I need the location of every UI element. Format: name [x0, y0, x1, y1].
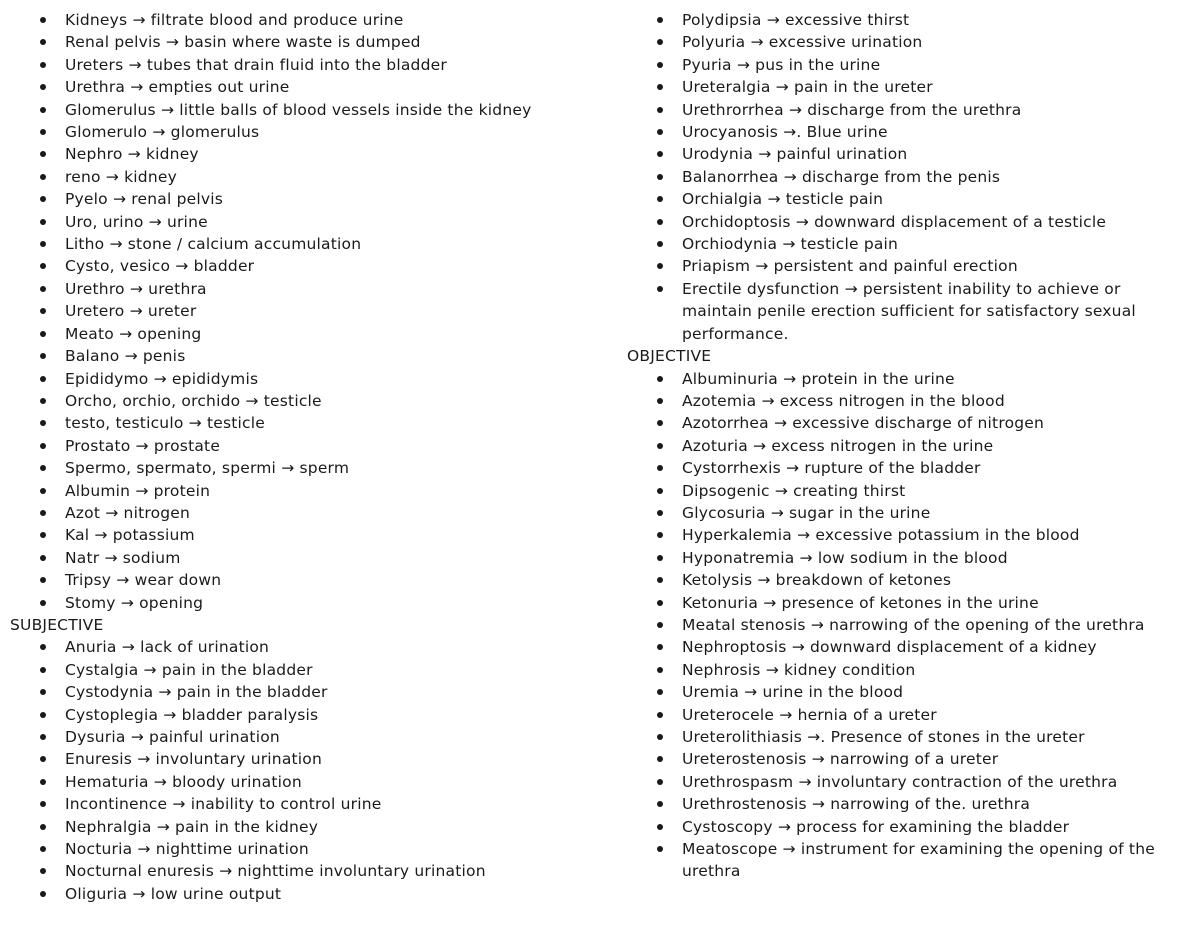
list-item: Erectile dysfunction → persistent inability to achieve or maintain penile erection sufficient for satisfactory sexual performance. [627, 278, 1192, 345]
list-item: Balanorrhea → discharge from the penis [627, 166, 1192, 188]
list-item: Glycosuria → sugar in the urine [627, 502, 1192, 524]
list-item: Epididymo → epididymis [10, 368, 600, 390]
list-item: Ureters → tubes that drain fluid into the bladder [10, 54, 600, 76]
list-item: Hyperkalemia → excessive potassium in the blood [627, 524, 1192, 546]
list-item: Ureteralgia → pain in the ureter [627, 76, 1192, 98]
right-column [627, 9, 1192, 883]
left-column [10, 9, 600, 905]
list-item: Cysto, vesico → bladder [10, 255, 600, 277]
list-item: Hyponatremia → low sodium in the blood [627, 547, 1192, 569]
list-item: Kidneys → filtrate blood and produce urine [10, 9, 600, 31]
list-item: Azotemia → excess nitrogen in the blood [627, 390, 1192, 412]
list-item: Litho → stone / calcium accumulation [10, 233, 600, 255]
list-item: Meatoscope → instrument for examining the opening of the urethra [627, 838, 1192, 883]
list-item: Stomy → opening [10, 592, 600, 614]
list-item: reno → kidney [10, 166, 600, 188]
list-item: Prostato → prostate [10, 435, 600, 457]
list-item: Uremia → urine in the blood [627, 681, 1192, 703]
list-item: Ureterocele → hernia of a ureter [627, 704, 1192, 726]
list-item: Orchidoptosis → downward displacement of a testicle [627, 211, 1192, 233]
list-item: Orcho, orchio, orchido → testicle [10, 390, 600, 412]
list-item: Nephroptosis → downward displacement of a kidney [627, 636, 1192, 658]
list-item: Nephro → kidney [10, 143, 600, 165]
list-item: Polydipsia → excessive thirst [627, 9, 1192, 31]
list-item: Pyuria → pus in the urine [627, 54, 1192, 76]
objective-heading: OBJECTIVE [627, 347, 712, 366]
list-item: Meatal stenosis → narrowing of the opening of the urethra [627, 614, 1192, 636]
list-item: Incontinence → inability to control urine [10, 793, 600, 815]
list-item: Ketolysis → breakdown of ketones [627, 569, 1192, 591]
list-item: Urethrorrhea → discharge from the urethra [627, 99, 1192, 121]
list-item: Glomerulo → glomerulus [10, 121, 600, 143]
subjective-continued-list [627, 9, 1192, 345]
list-item: testo, testiculo → testicle [10, 412, 600, 434]
list-item: Cystalgia → pain in the bladder [10, 659, 600, 681]
list-item: Azotorrhea → excessive discharge of nitrogen [627, 412, 1192, 434]
list-item: Orchiodynia → testicle pain [627, 233, 1192, 255]
list-item: Urodynia → painful urination [627, 143, 1192, 165]
list-item: Uro, urino → urine [10, 211, 600, 233]
list-item: Orchialgia → testicle pain [627, 188, 1192, 210]
list-item: Cystodynia → pain in the bladder [10, 681, 600, 703]
list-item: Dipsogenic → creating thirst [627, 480, 1192, 502]
list-item: Spermo, spermato, spermi → sperm [10, 457, 600, 479]
list-item: Cystoscopy → process for examining the bladder [627, 816, 1192, 838]
list-item: Meato → opening [10, 323, 600, 345]
list-item: Nephrosis → kidney condition [627, 659, 1192, 681]
roots-list [10, 9, 600, 614]
subjective-heading: SUBJECTIVE [10, 615, 104, 634]
list-item: Nocturia → nighttime urination [10, 838, 600, 860]
list-item: Ketonuria → presence of ketones in the urine [627, 592, 1192, 614]
list-item: Natr → sodium [10, 547, 600, 569]
list-item: Kal → potassium [10, 524, 600, 546]
list-item: Pyelo → renal pelvis [10, 188, 600, 210]
list-item: Hematuria → bloody urination [10, 771, 600, 793]
list-item: Enuresis → involuntary urination [10, 748, 600, 770]
list-item: Oliguria → low urine output [10, 883, 600, 905]
list-item: Urethra → empties out urine [10, 76, 600, 98]
list-item: Ureterolithiasis →. Presence of stones in the ureter [627, 726, 1192, 748]
list-item: Urocyanosis →. Blue urine [627, 121, 1192, 143]
list-item: Dysuria → painful urination [10, 726, 600, 748]
subjective-list [10, 636, 600, 905]
list-item: Cystorrhexis → rupture of the bladder [627, 457, 1192, 479]
list-item: Polyuria → excessive urination [627, 31, 1192, 53]
list-item: Azot → nitrogen [10, 502, 600, 524]
list-item: Renal pelvis → basin where waste is dumped [10, 31, 600, 53]
list-item: Albumin → protein [10, 480, 600, 502]
objective-list [627, 368, 1192, 883]
list-item: Urethro → urethra [10, 278, 600, 300]
list-item: Nocturnal enuresis → nighttime involuntary urination [10, 860, 600, 882]
list-item: Nephralgia → pain in the kidney [10, 816, 600, 838]
list-item: Uretero → ureter [10, 300, 600, 322]
list-item: Glomerulus → little balls of blood vessels inside the kidney [10, 99, 600, 121]
list-item: Priapism → persistent and painful erection [627, 255, 1192, 277]
list-item: Albuminuria → protein in the urine [627, 368, 1192, 390]
list-item: Tripsy → wear down [10, 569, 600, 591]
list-item: Azoturia → excess nitrogen in the urine [627, 435, 1192, 457]
list-item: Balano → penis [10, 345, 600, 367]
list-item: Urethrostenosis → narrowing of the. urethra [627, 793, 1192, 815]
list-item: Anuria → lack of urination [10, 636, 600, 658]
list-item: Cystoplegia → bladder paralysis [10, 704, 600, 726]
list-item: Ureterostenosis → narrowing of a ureter [627, 748, 1192, 770]
list-item: Urethrospasm → involuntary contraction of the urethra [627, 771, 1192, 793]
